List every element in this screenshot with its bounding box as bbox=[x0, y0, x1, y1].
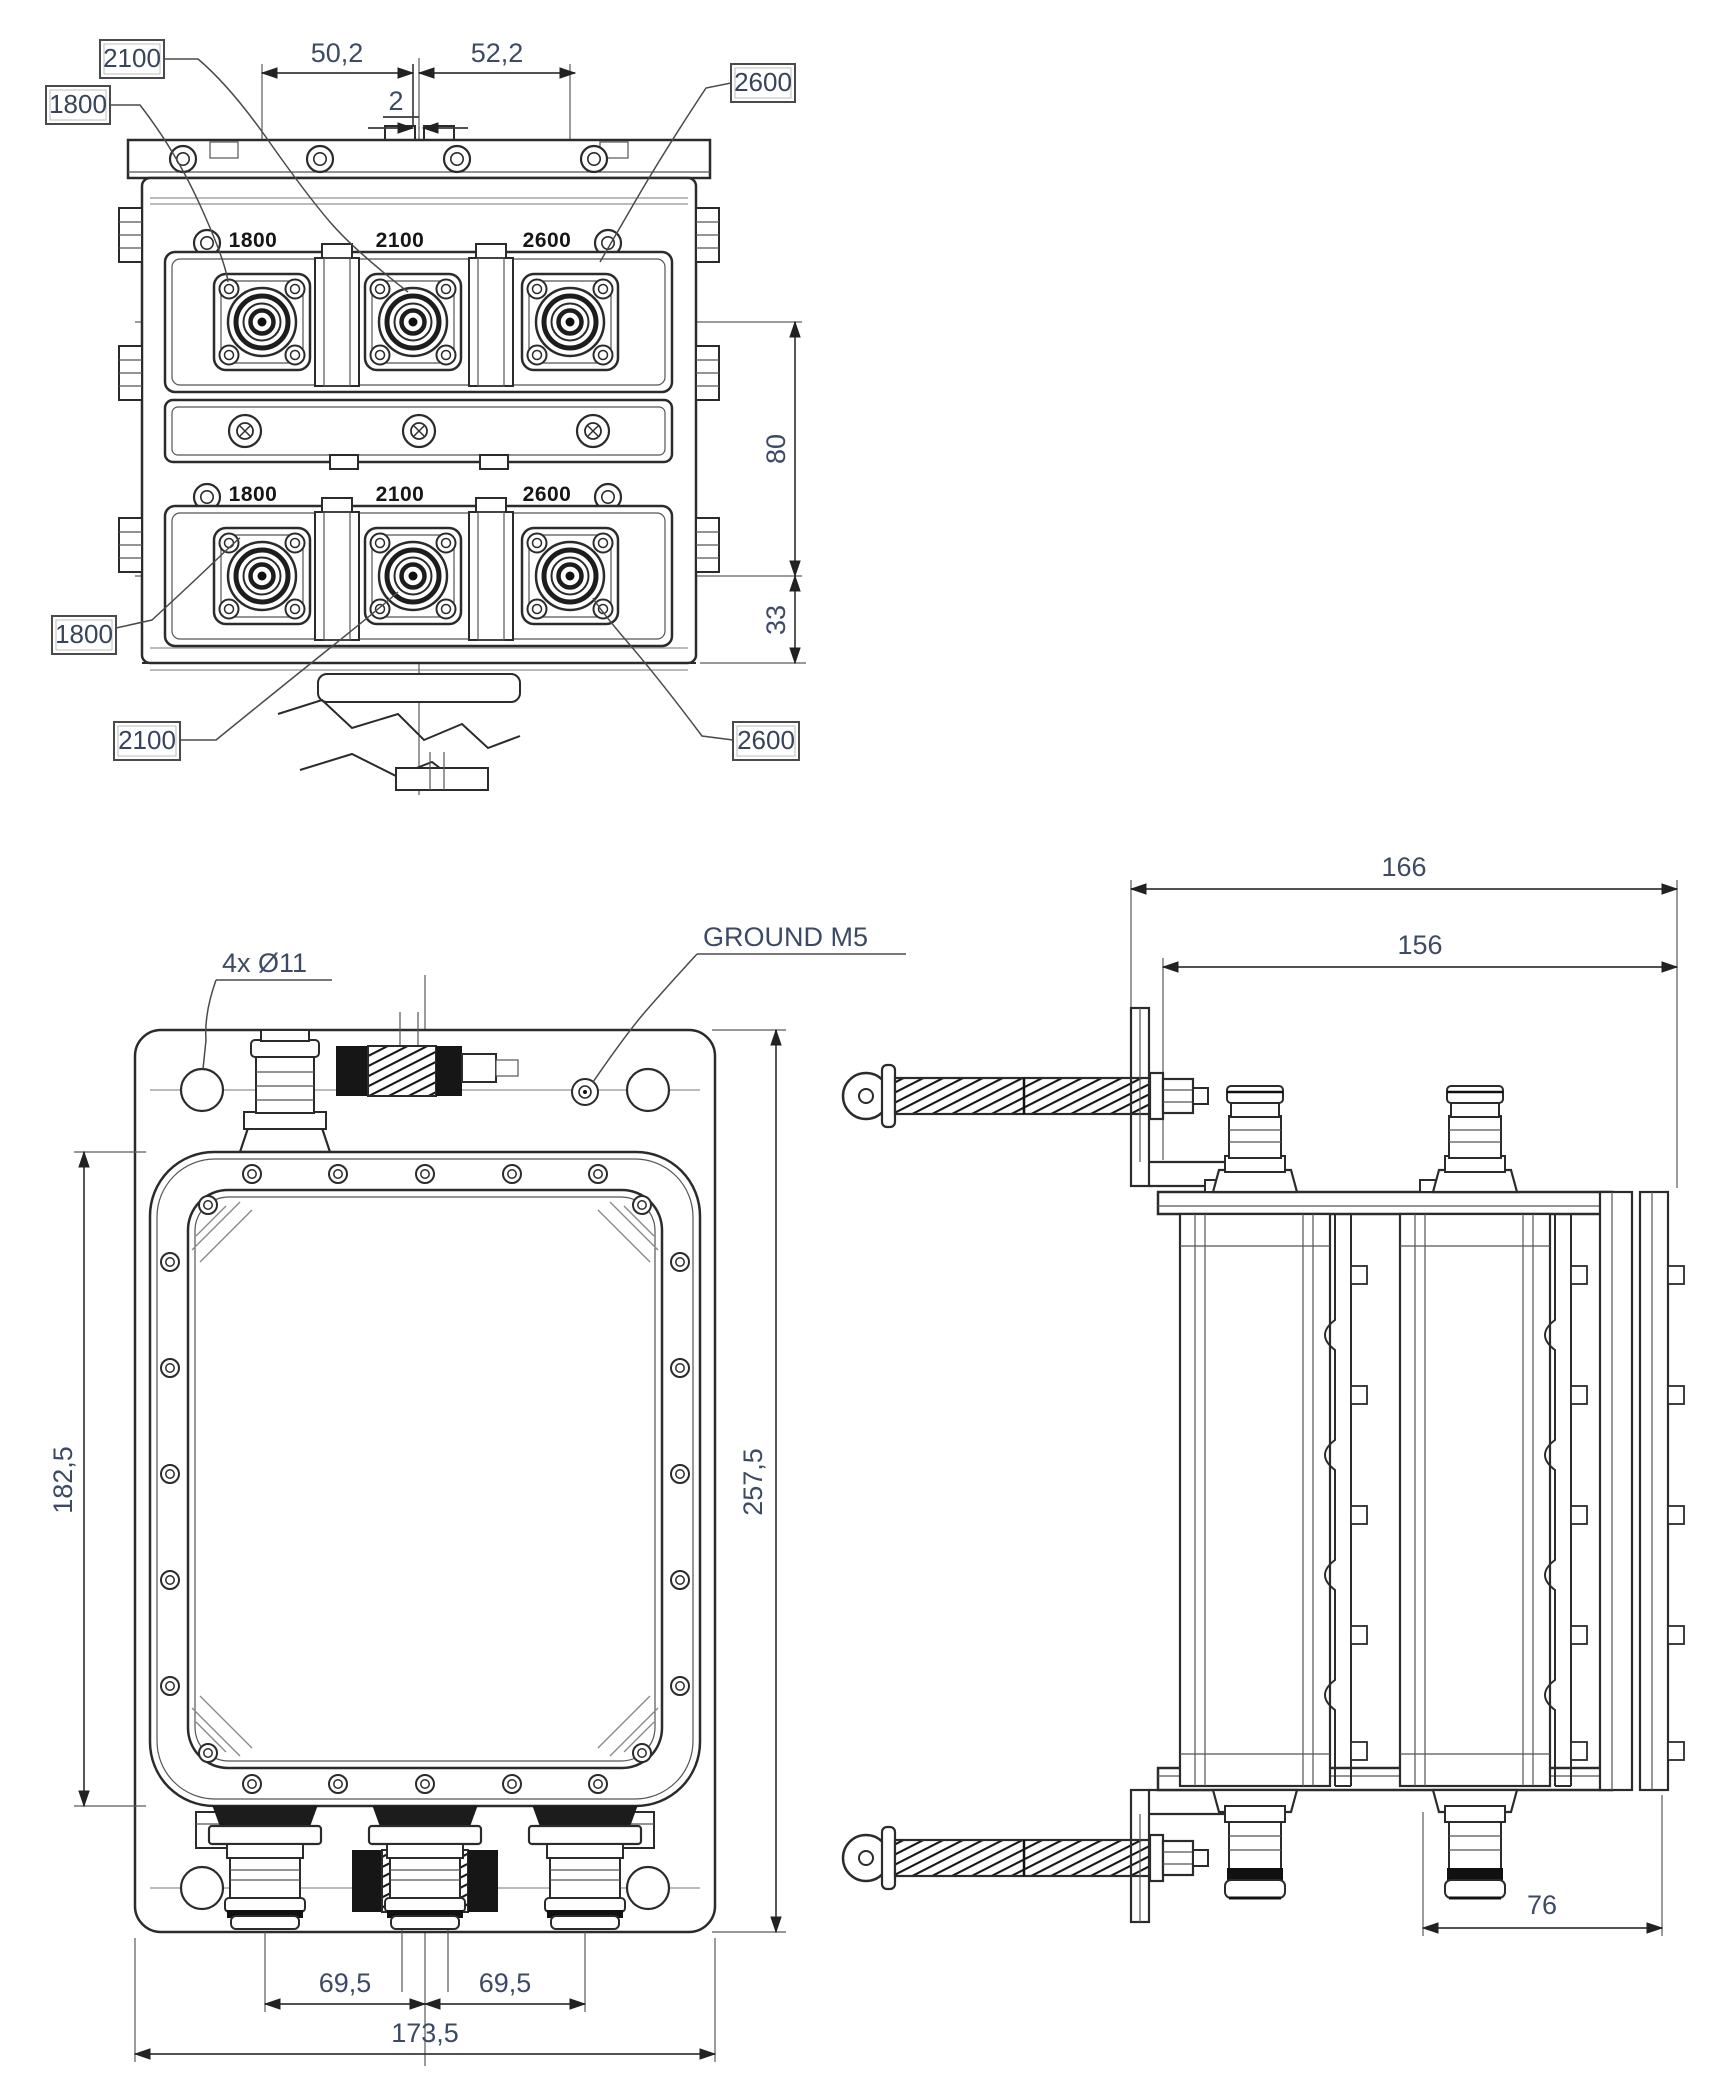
dim-total-depth-value: 166 bbox=[1381, 852, 1427, 882]
front-view bbox=[48, 922, 906, 2066]
dim-port-span-right-value: 69,5 bbox=[478, 1968, 532, 1998]
dim-bottom-offset-value: 33 bbox=[761, 604, 791, 636]
connector-row-2 bbox=[165, 484, 672, 646]
callout-2100-top-value: 2100 bbox=[103, 43, 161, 73]
port-label-r1-1800: 1800 bbox=[228, 229, 278, 252]
wall-screw-top bbox=[843, 1065, 1208, 1127]
port-label-r2-2600: 2600 bbox=[522, 483, 572, 506]
dim-total-width-value: 173,5 bbox=[391, 2018, 459, 2048]
side-view bbox=[843, 852, 1684, 1936]
dim-left-span bbox=[262, 38, 413, 73]
dim-row-spacing-value: 80 bbox=[761, 433, 791, 465]
side-connector-bottom-2 bbox=[1433, 1790, 1517, 1898]
side-module-2 bbox=[1400, 1214, 1587, 1786]
side-body bbox=[1158, 1180, 1684, 1790]
side-connector-top-1 bbox=[1213, 1086, 1297, 1192]
dim-offset-value: 2 bbox=[388, 86, 404, 116]
callout-1800-top-value: 1800 bbox=[49, 89, 107, 119]
dim-total-depth bbox=[1131, 852, 1677, 1188]
dim-right-span-value: 52,2 bbox=[470, 38, 524, 68]
dim-body-depth-value: 156 bbox=[1397, 930, 1443, 960]
dim-port-span-left-value: 69,5 bbox=[318, 1968, 372, 1998]
side-connector-bottom-1 bbox=[1213, 1790, 1297, 1898]
callout-2100-bottom-value: 2100 bbox=[118, 725, 176, 755]
callout-1800-bottom-value: 1800 bbox=[55, 619, 113, 649]
callout-2600-bottom-value: 2600 bbox=[737, 725, 795, 755]
dim-cover-height bbox=[48, 1152, 146, 1806]
top-view bbox=[46, 38, 806, 795]
port-label-r2-1800: 1800 bbox=[228, 483, 278, 506]
dim-offset-2 bbox=[368, 86, 468, 128]
dim-total-height bbox=[712, 1030, 786, 1932]
front-cover bbox=[150, 1152, 700, 1806]
dim-right-span bbox=[419, 38, 575, 73]
dim-bottom-offset bbox=[761, 576, 795, 663]
dim-cover-height-value: 182,5 bbox=[48, 1446, 78, 1514]
wall-screw-bottom bbox=[843, 1827, 1208, 1889]
break-lines bbox=[278, 674, 520, 790]
connector-row-1 bbox=[165, 230, 672, 392]
port-label-r1-2100: 2100 bbox=[375, 229, 425, 252]
side-module-1 bbox=[1180, 1214, 1367, 1786]
label-holes-text: 4x Ø11 bbox=[222, 948, 308, 978]
side-connector-top-2 bbox=[1433, 1086, 1517, 1192]
callout-2600-top-value: 2600 bbox=[734, 67, 792, 97]
port-label-r1-2600: 2600 bbox=[522, 229, 572, 252]
ground-screw bbox=[572, 1079, 598, 1105]
dim-total-height-value: 257,5 bbox=[738, 1448, 768, 1516]
middle-bar bbox=[165, 400, 672, 469]
dim-left-span-value: 50,2 bbox=[310, 38, 364, 68]
port-label-r2-2100: 2100 bbox=[375, 483, 425, 506]
dim-connector-depth-value: 76 bbox=[1526, 1890, 1558, 1920]
label-ground-text: GROUND M5 bbox=[703, 922, 869, 952]
